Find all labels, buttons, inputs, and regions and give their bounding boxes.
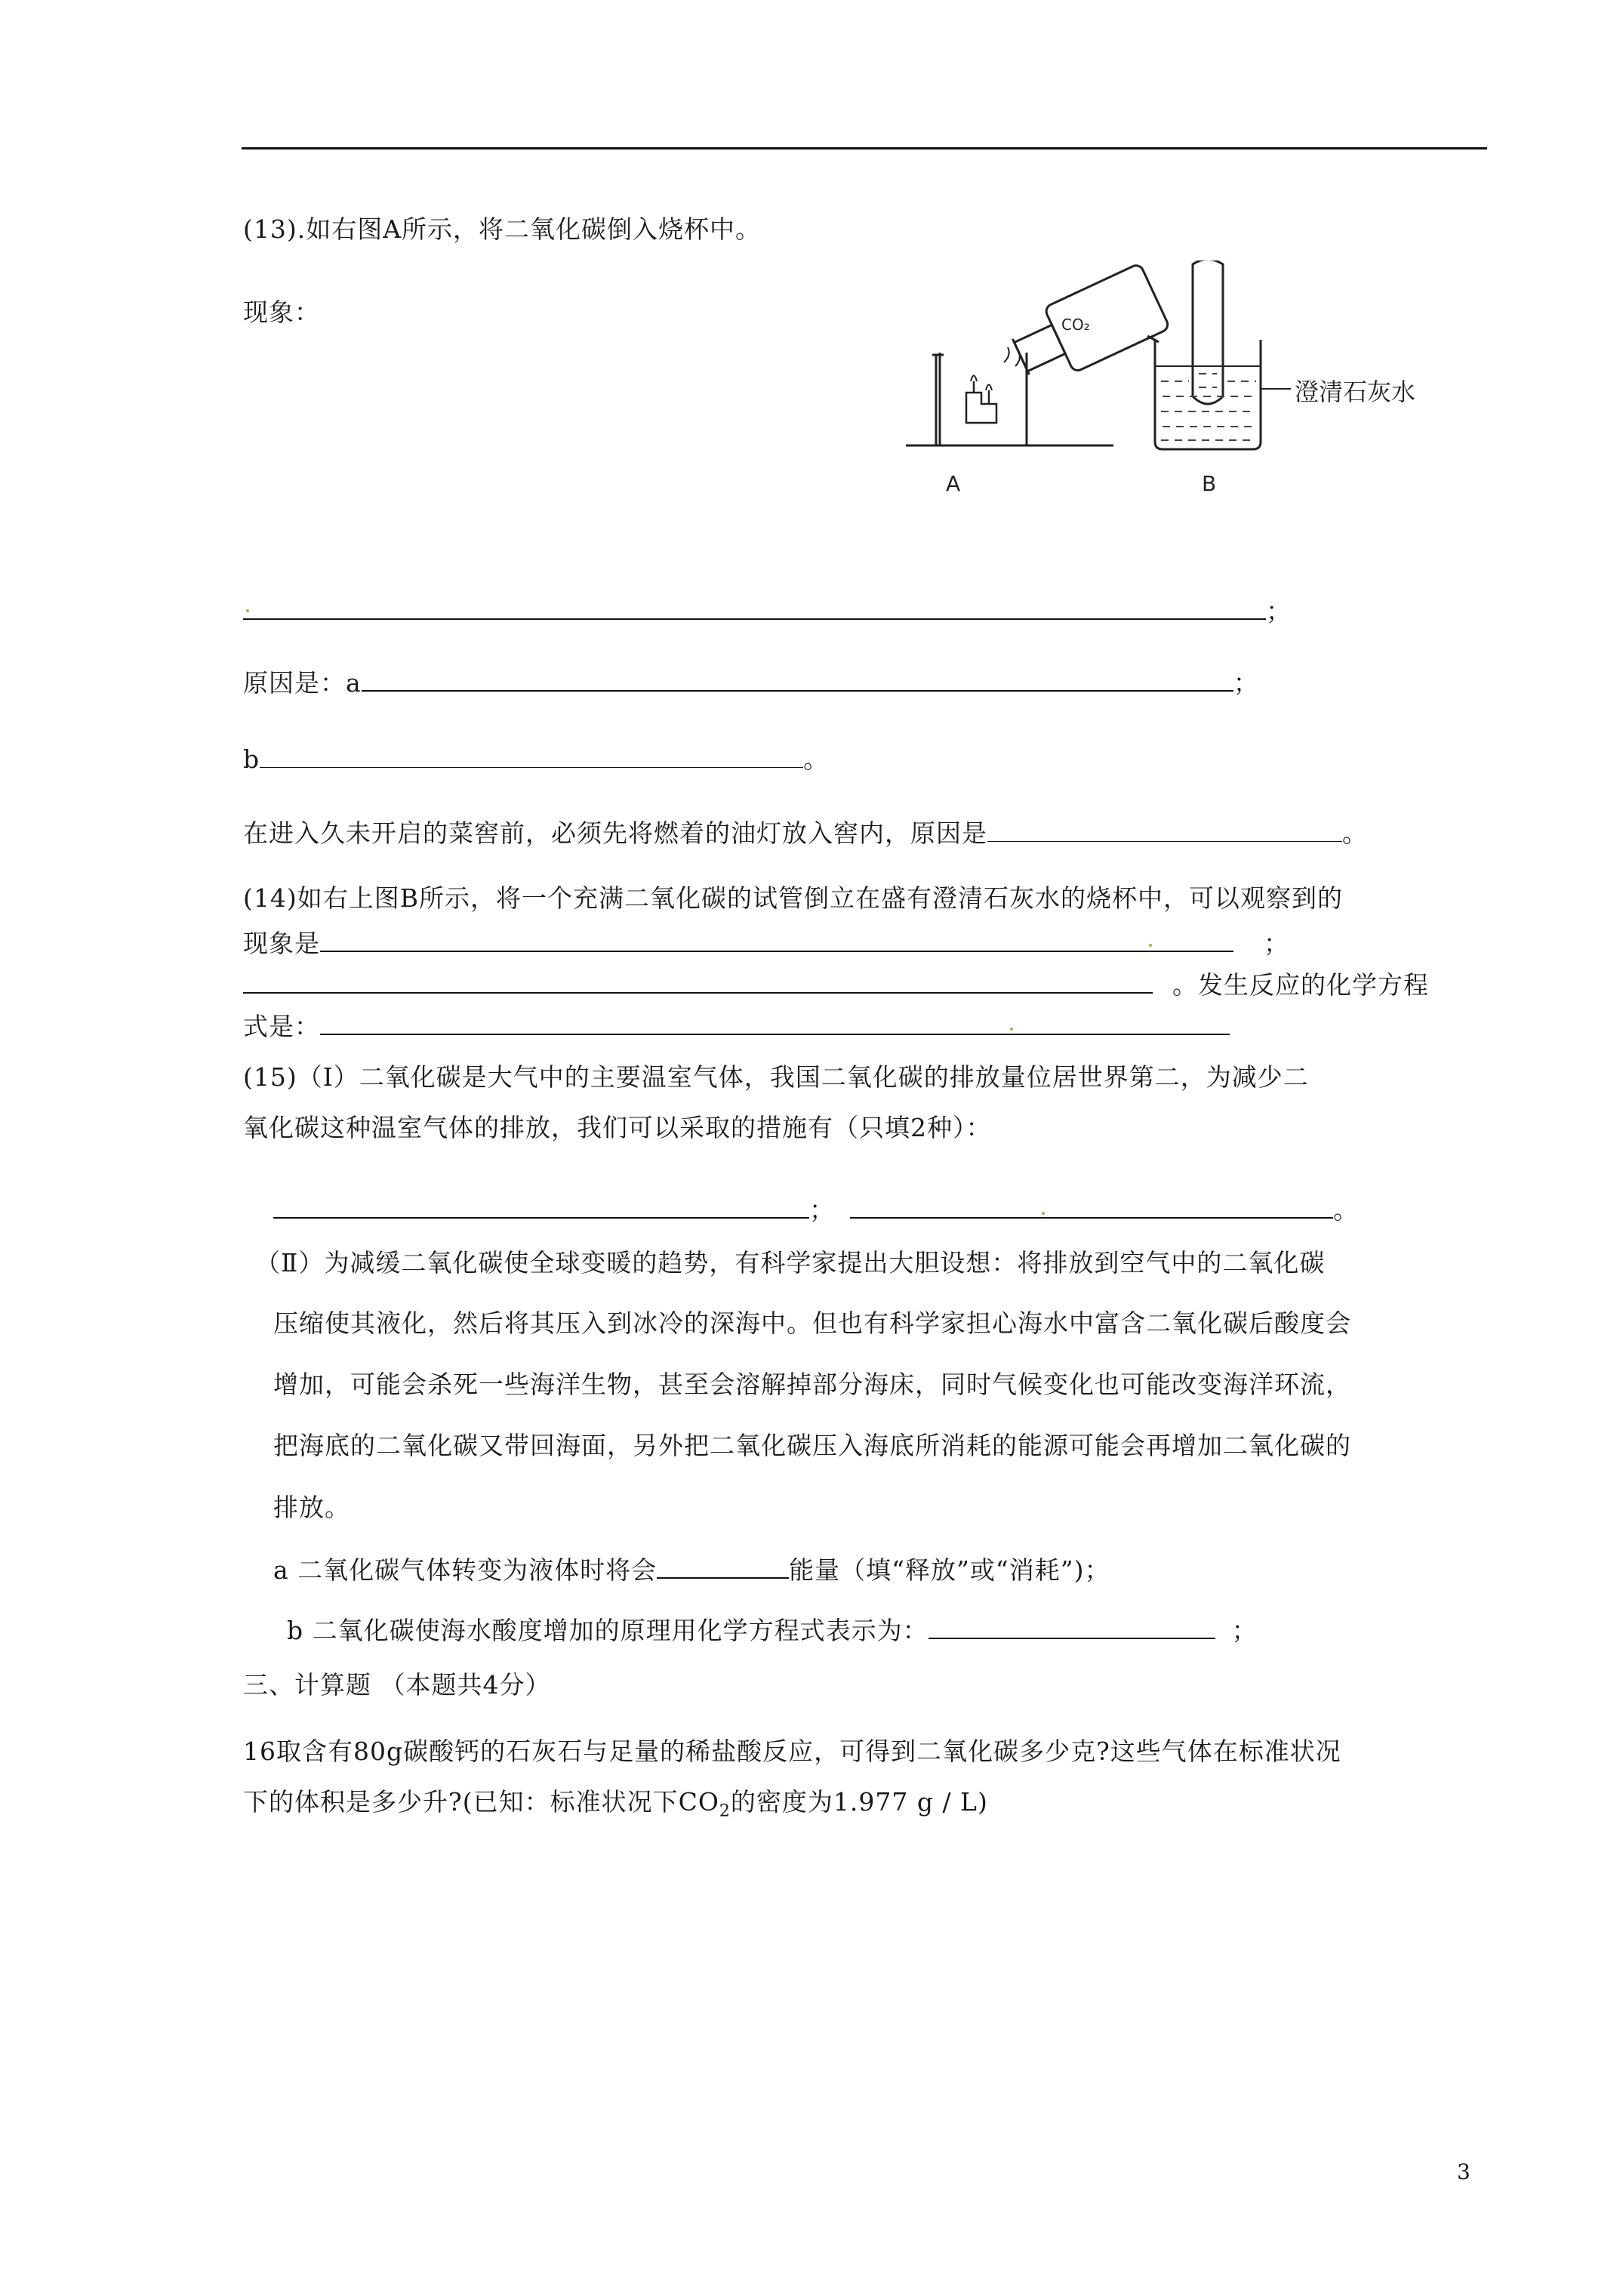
- q15-a-label: a 二氧化碳气体转变为液体时将会: [273, 1555, 658, 1585]
- figure-b-label: B: [1202, 471, 1217, 496]
- mark-dot: [246, 609, 249, 612]
- mark-dot: [1149, 944, 1152, 947]
- q16-line2-b: 的密度为1.977 g / L): [730, 1787, 988, 1817]
- bottle-label: CO₂: [1061, 316, 1090, 334]
- q14-phenomenon-blank-2[interactable]: [243, 966, 1153, 994]
- q14-equation-blank[interactable]: [320, 1008, 1230, 1035]
- q14-equation-label: 式是：: [243, 1012, 320, 1041]
- phenomenon-answer-row: [243, 593, 1292, 628]
- q15-b-label: b 二氧化碳使海水酸度增加的原理用化学方程式表示为：: [287, 1616, 929, 1645]
- mark-dot: [1042, 1212, 1045, 1215]
- q15-a-row: [273, 1552, 1110, 1587]
- header-rule: [242, 147, 1487, 149]
- cellar-end: 。: [1342, 818, 1368, 848]
- cellar-blank[interactable]: [987, 815, 1342, 842]
- q15-p2-line1: （Ⅱ）为减缓二氧化碳使全球变暖的趋势，有科学家提出大胆设想：将排放到空气中的二氧化碳: [255, 1248, 1326, 1277]
- section3-title: 三、计算题 （本题共4分）: [243, 1670, 551, 1700]
- q15-p2-line4: 把海底的二氧化碳又带回海面，另外把二氧化碳压入海底所消耗的能源可能会再增加二氧化碳的: [273, 1431, 1351, 1460]
- reason-a-label: 原因是：a: [243, 668, 362, 698]
- reason-b-label: b: [243, 744, 260, 774]
- q15-line2: 氧化碳这种温室气体的排放，我们可以采取的措施有（只填2种）：: [243, 1113, 992, 1142]
- measure-end: 。: [1333, 1195, 1359, 1225]
- reason-b-row: [243, 741, 829, 776]
- q14-line2: [243, 925, 1289, 960]
- reason-a-end: ；: [1233, 668, 1259, 698]
- q15-a-blank[interactable]: [657, 1552, 789, 1579]
- figure-a-label: A: [946, 471, 961, 496]
- cellar-text: 在进入久未开启的菜窖前，必须先将燃着的油灯放入窖内，原因是: [243, 818, 987, 848]
- q15-a-end: 能量（填“释放”或“消耗”)；: [789, 1555, 1110, 1585]
- reason-a-blank[interactable]: [362, 664, 1233, 692]
- q15-p2-line5: 排放。: [273, 1493, 350, 1522]
- reason-b-end: 。: [803, 744, 830, 774]
- q15-b-blank[interactable]: [929, 1612, 1215, 1639]
- q15-b-end: ；: [1231, 1616, 1258, 1645]
- measure-2-blank[interactable]: [850, 1191, 1333, 1219]
- q14-line1: (14)如右上图B所示，将一个充满二氧化碳的试管倒立在盛有澄清石灰水的烧杯中，可以观察到的: [243, 883, 1343, 913]
- cellar-row: [243, 815, 1368, 850]
- q15-p2-line2: 压缩使其液化，然后将其压入到冰冷的深海中。但也有科学家担心海水中富含二氧化碳后酸度会: [273, 1308, 1351, 1338]
- q15-line1: (15)（Ⅰ）二氧化碳是大气中的主要温室气体，我国二氧化碳的排放量位居世界第二，为减少二: [243, 1062, 1309, 1092]
- reason-b-blank[interactable]: [260, 741, 803, 768]
- q13-intro: (13).如右图A所示，将二氧化碳倒入烧杯中。: [243, 214, 762, 244]
- q14-line2-end: ；: [1264, 929, 1289, 958]
- reason-a-row: [243, 664, 1259, 700]
- q13-phenomenon-label: 现象：: [243, 297, 320, 327]
- figure-a-apparatus: [906, 264, 1170, 445]
- q14-line4: [243, 1008, 1230, 1043]
- phenomenon-answer-blank[interactable]: [243, 593, 1266, 620]
- q16-subscript: 2: [719, 1801, 731, 1821]
- measure-sep: ；: [809, 1195, 835, 1225]
- q14-phenomenon-label: 现象是: [243, 929, 320, 958]
- q14-phenomenon-blank[interactable]: [320, 925, 1233, 952]
- q16-line2-a: 下的体积是多少升?(已知：标准状况下CO: [243, 1787, 719, 1817]
- experiment-figure: [898, 260, 1442, 510]
- q14-line3: [243, 966, 1429, 1002]
- q16-line2: [243, 1786, 988, 1829]
- page-number: 3: [1457, 2159, 1471, 2184]
- q15-p2-line3: 增加，可能会杀死一些海洋生物，甚至会溶解掉部分海床，同时气候变化也可能改变海洋环流，: [273, 1370, 1351, 1399]
- q16-line1: 16取含有80g碳酸钙的石灰石与足量的稀盐酸反应，可得到二氧化碳多少克?这些气体在标准状况: [243, 1737, 1341, 1766]
- q15-b-row: [287, 1612, 1258, 1647]
- phenomenon-end: ；: [1266, 596, 1292, 626]
- limewater-label: 澄清石灰水: [1295, 378, 1416, 406]
- q14-line3-end: 。发生反应的化学方程: [1172, 970, 1429, 1000]
- mark-dot: [1010, 1028, 1013, 1031]
- measure-1-blank[interactable]: [273, 1191, 809, 1219]
- q15-measures-row: [273, 1191, 1359, 1227]
